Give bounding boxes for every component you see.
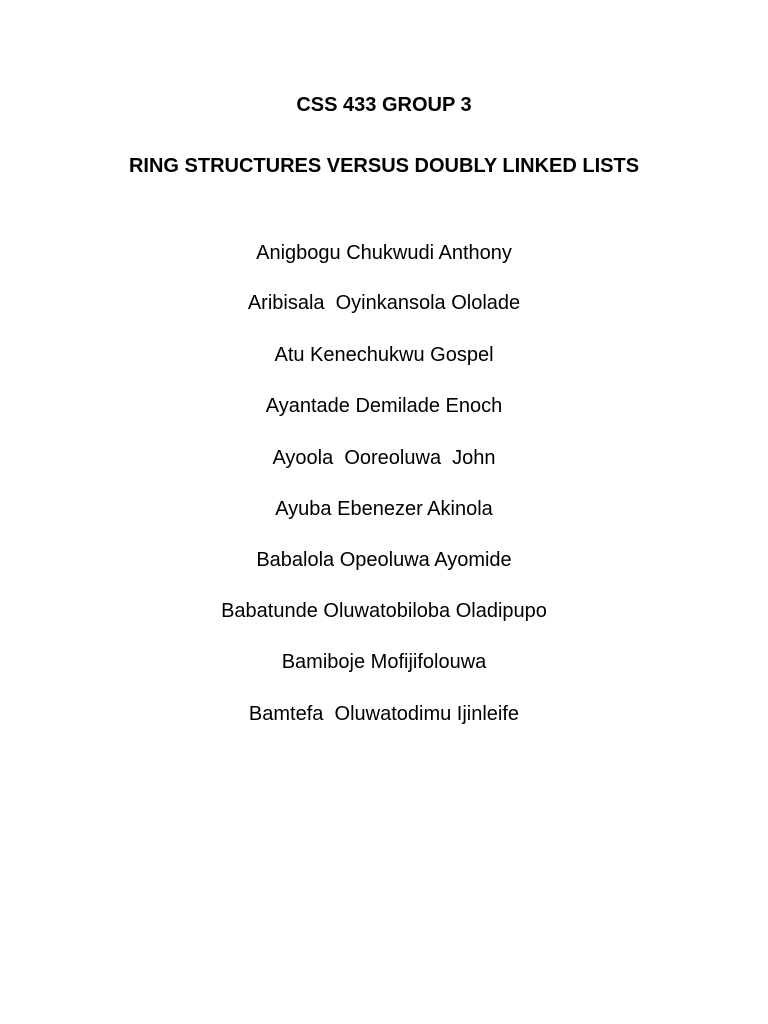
member-name: Babatunde Oluwatobiloba Oladipupo bbox=[221, 600, 547, 622]
member-name: Aribisala Oyinkansola Ololade bbox=[247, 292, 521, 314]
member-name: Anigbogu Chukwudi Anthony bbox=[256, 242, 512, 264]
member-name: Bamtefa Oluwatodimu Ijinleife bbox=[248, 703, 520, 725]
member-name: Ayoola Ooreoluwa John bbox=[272, 447, 496, 469]
document-title: RING STRUCTURES VERSUS DOUBLY LINKED LISTS bbox=[128, 155, 640, 177]
member-name: Ayantade Demilade Enoch bbox=[265, 395, 503, 417]
member-name: Babalola Opeoluwa Ayomide bbox=[256, 549, 512, 571]
member-name: Bamiboje Mofijifolouwa bbox=[281, 651, 487, 673]
member-name: Ayuba Ebenezer Akinola bbox=[275, 498, 493, 520]
course-group-heading: CSS 433 GROUP 3 bbox=[296, 94, 472, 116]
member-name: Atu Kenechukwu Gospel bbox=[274, 344, 494, 366]
